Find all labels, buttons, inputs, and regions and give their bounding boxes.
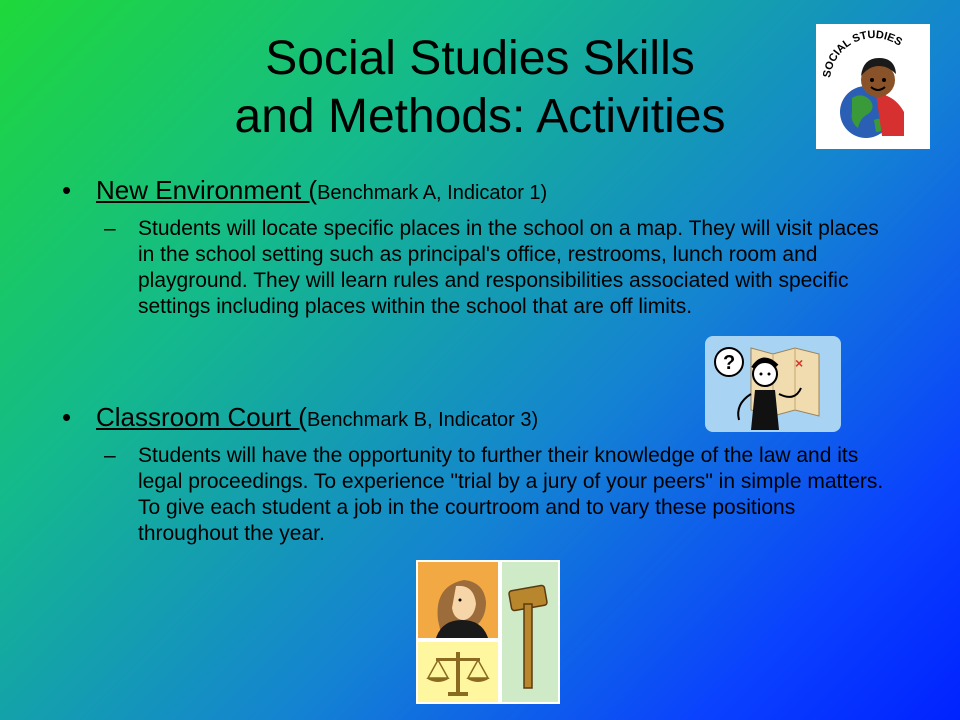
benchmark-label: Benchmark B, Indicator 3) (306, 409, 539, 431)
social-studies-logo-image (816, 24, 930, 149)
bullet-new-environment (62, 175, 547, 208)
bullet-marker: • (62, 402, 72, 432)
sub-bullet-marker: – (104, 444, 116, 467)
bullet-detail-text: Students will have the opportunity to further their knowledge of the law and its legal proceedings. To experience "trial by a jury of your peers" in simple matters. To give each student a job in the courtroom and to vary these positions throughout the year. (138, 444, 884, 545)
bullet-classroom-court (62, 402, 538, 435)
bullet-heading: Classroom Court ( (96, 402, 307, 432)
title-line-2: and Methods: Activities (234, 90, 726, 143)
student-map-image (705, 336, 841, 432)
svg-text:SOCIAL STUDIES: SOCIAL STUDIES (821, 28, 905, 79)
bullet-detail-text: Students will locate specific places in the school on a map. They will visit places in the school setting such as principal's office, restrooms, lunch room and playground. They will learn rules and responsibilities associated with specific settings including places within the school that are off limits. (138, 217, 879, 318)
title-line-1: Social Studies Skills (265, 32, 695, 85)
slide-title (150, 30, 810, 146)
courtroom-image (416, 560, 560, 704)
svg-text:?: ? (723, 352, 736, 374)
benchmark-label: Benchmark A, Indicator 1) (317, 182, 548, 204)
sub-bullet-classroom-court (104, 443, 904, 547)
bullet-marker: • (62, 175, 72, 205)
sub-bullet-new-environment (104, 216, 904, 320)
svg-text:×: × (795, 355, 804, 371)
sub-bullet-marker: – (104, 217, 116, 240)
bullet-heading: New Environment ( (96, 175, 318, 205)
